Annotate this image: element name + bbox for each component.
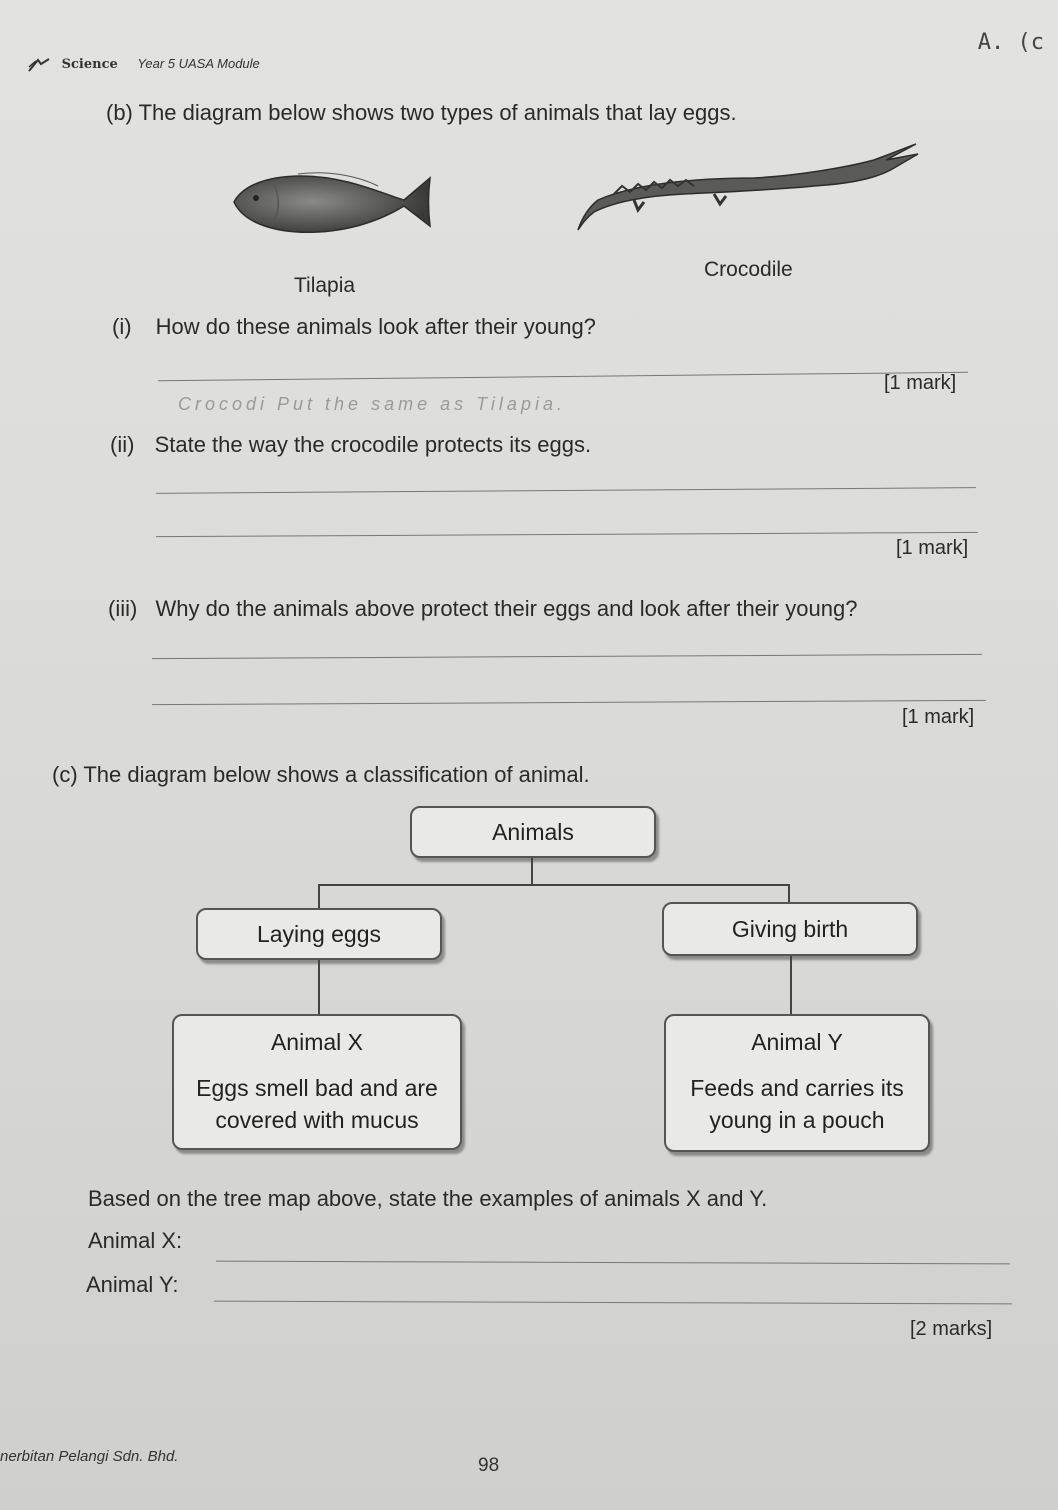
crocodile-icon xyxy=(574,138,920,234)
animal-label-tilapia: Tilapia xyxy=(294,274,356,297)
module-label: Year 5 UASA Module xyxy=(137,56,260,71)
mark-iii: [1 mark] xyxy=(902,706,975,728)
answer-line-ii-1[interactable] xyxy=(156,487,976,494)
animal-label-crocodile: Crocodile xyxy=(704,258,793,281)
mark-i: [1 mark] xyxy=(884,372,957,394)
question-iii-text: Why do the animals above protect their eggs and look after their young? xyxy=(155,596,858,621)
answer-label-animal-y: Animal Y: xyxy=(86,1272,179,1297)
question-i-text: How do these animals look after their young? xyxy=(155,314,596,339)
handwritten-answer-i: Crocodi Put the same as Tilapia. xyxy=(178,394,566,414)
tree-connector xyxy=(318,884,320,910)
page-header xyxy=(28,56,260,72)
question-ii xyxy=(110,432,591,458)
answer-line-animal-x[interactable] xyxy=(216,1261,1010,1265)
mark-c: [2 marks] xyxy=(910,1318,993,1340)
animal-x-desc-line-1: Eggs smell bad and are xyxy=(196,1075,438,1101)
tree-node-animals: Animals xyxy=(410,806,656,858)
animal-y-desc-line-2: young in a pouch xyxy=(709,1107,885,1133)
animal-y-title: Animal Y xyxy=(751,1029,843,1055)
page-number: 98 xyxy=(478,1455,500,1476)
tree-node-animal-x xyxy=(172,1014,462,1150)
subject-label: Science xyxy=(61,57,118,72)
answer-line-animal-y[interactable] xyxy=(214,1301,1012,1305)
question-iii xyxy=(108,596,857,622)
tree-node-animal-y xyxy=(664,1014,930,1152)
animal-x-desc-line-2: covered with mucus xyxy=(215,1107,419,1133)
fish-icon xyxy=(228,168,434,236)
answer-label-animal-x: Animal X: xyxy=(88,1228,183,1253)
tree-node-laying-eggs: Laying eggs xyxy=(196,908,442,960)
answer-line-ii-2[interactable] xyxy=(156,532,978,537)
tree-connector xyxy=(318,960,320,1016)
question-iii-label: (iii) xyxy=(108,596,138,621)
question-ii-label: (ii) xyxy=(110,432,135,457)
publisher-footer: nerbitan Pelangi Sdn. Bhd. xyxy=(0,1448,179,1465)
question-c-text: Based on the tree map above, state the examples of animals X and Y. xyxy=(88,1186,768,1211)
answer-line-iii-1[interactable] xyxy=(152,654,982,659)
tree-connector xyxy=(318,884,790,886)
answer-line-i[interactable] xyxy=(158,372,968,381)
question-i-label: (i) xyxy=(112,314,132,339)
tree-connector xyxy=(531,858,533,886)
question-i xyxy=(112,314,596,340)
animal-y-desc-line-1: Feeds and carries its xyxy=(690,1075,904,1101)
corner-handwritten-mark: A. (c xyxy=(977,30,1044,55)
tree-node-giving-birth: Giving birth xyxy=(662,902,918,956)
tree-connector xyxy=(790,956,792,1014)
animal-x-title: Animal X xyxy=(270,1029,364,1055)
part-b-intro: (b) The diagram below shows two types of animals that lay eggs. xyxy=(106,100,737,125)
answer-line-iii-2[interactable] xyxy=(152,700,986,705)
part-c-intro: (c) The diagram below shows a classification of animal. xyxy=(52,762,590,787)
question-ii-text: State the way the crocodile protects its eggs. xyxy=(154,432,592,457)
mark-ii: [1 mark] xyxy=(896,537,969,559)
publisher-logo-icon xyxy=(28,58,50,72)
